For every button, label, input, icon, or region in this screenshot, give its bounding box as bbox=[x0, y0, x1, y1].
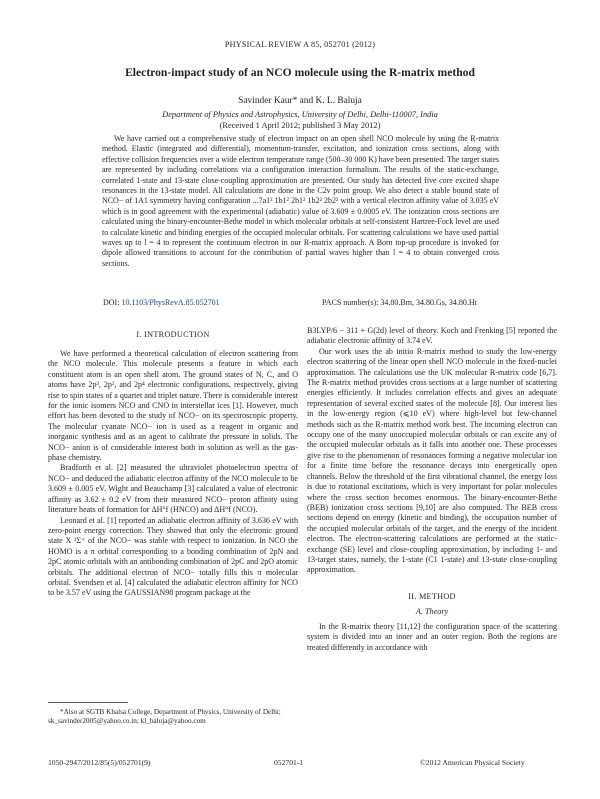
doi-label: DOI: bbox=[103, 298, 120, 307]
intro-body bbox=[48, 349, 298, 599]
authors: Savinder Kaur* and K. L. Baluja bbox=[238, 96, 362, 106]
doi-link[interactable]: 10.1103/PhysRevA.85.052701 bbox=[121, 298, 220, 307]
intro-paragraph-2: Bradforth et al. [2] measured the ultraviolet photoelectron spectra of NCO− and deduced the adiabatic electron affinity of the NCO molecule to be 3.609 ± 0.005 eV. Wight and Beauchamp [3] calculated a value of electronic affinity as 3.62 ± 0.2 eV from their measured NCO− proton affinity using literature heats of formation for ΔH°f (HNCO) and ΔH°f (NCO). bbox=[48, 463, 298, 515]
right-column bbox=[307, 326, 557, 653]
right-body bbox=[307, 326, 557, 576]
abstract bbox=[102, 134, 499, 269]
paper-title: Electron-impact study of an NCO molecule using the R-matrix method bbox=[125, 66, 475, 79]
footer-page-number: 052701-1 bbox=[274, 758, 304, 767]
footnote bbox=[48, 708, 298, 726]
abstract-text: We have carried out a comprehensive study of electron impact on an open shell NCO molecule by using the R-matrix method. Elastic (integrated and differential), momentum-transfer, excitation, and ionization cross sections, along with effective collision frequencies over a wide electron temperature range (500–30 000 K) have been presented. The target states are represented by including correlations via a configuration interaction formalism. The results of the static-exchange, correlated 1-state and 13-state close-coupling approximation are presented. Our study has detected five core excited shape resonances in the 13-state model. All calculations are done in the C2v point group. We also detect a stable bound state of NCO− of 1A1 symmetry having configuration ...7a1² 1b1² 2b1² 1b2² 2b2² with a vertical electron affinity value of 3.035 eV which is in good agreement with the experimental (adiabatic) value of 3.609 ± 0.0005 eV. The ionization cross sections are calculated using the binary-encounter-Bethe model in which molecular orbitals at self-consistent Hartree-Fock level are used to calculate kinetic and binding energies of the occupied molecular orbitals. For scattering calculations we have used partial waves up to l = 4 to represent the continuum electron in our R-matrix approach. A Born top-up procedure is invoked for dipole allowed transitions to account for the contribution of partial waves higher than l = 4 to obtain converged cross sections. bbox=[102, 134, 499, 268]
section-heading-method: II. METHOD bbox=[408, 591, 456, 601]
footnote-text: *Also at SGTB Khalsa College, Department of Physics, University of Delhi; sk_savinder2005@yahoo.co.in; kl_baluja@yahoo.com bbox=[48, 708, 281, 725]
received-dates: (Received 1 April 2012; published 3 May 2012) bbox=[219, 121, 381, 130]
pacs-numbers: PACS number(s): 34.80.Bm, 34.80.Gs, 34.80.Ht bbox=[322, 298, 477, 307]
section-heading-introduction: I. INTRODUCTION bbox=[136, 330, 210, 339]
right-paragraph-1: Our work uses the ab initio R-matrix method to study the low-energy electron scattering of the linear open shell NCO molecule in the fixed-nuclei approximation. The calculations use the UK molecular R-matrix code [6,7]. The R-matrix method provides cross sections at a large number of scattering energies efficiently. It includes correlation effects and gives an adequate representation of several excited states of the molecule [8]. Our interest lies in the low-energy region (⩽10 eV) where high-level but few-channel methods such as the R-matrix method work best. The incoming electron can occupy one of the many unoccupied molecular orbitals or can excite any of the occupied molecular orbitals as it falls into another one. These processes give rise to the phenomenon of resonances forming a negative molecular ion for a finite time before the resonance decays into energetically open channels. Below the threshold of the first vibrational channel, the energy loss is due to rotational excitations, which is very important for polar molecules where the cross section becomes enormous. The binary-encounter-Bethe (BEB) ionization cross sections [9,10] are also computed. The BEB cross sections depend on energy (kinetic and binding), the occupation number of the occupied molecular orbitals of the target, and the energy of the incident electron. The electron-scattering calculations are performed at the static-exchange (SE) level and close-coupling approximation, by including 1- and 13-target states, namely, the 1-state (C1 1-state) and 13-state close-coupling approximation. bbox=[307, 346, 557, 575]
theory-paragraph-1: In the R-matrix theory [11,12] the configuration space of the scattering system is divided into an inner and an outer region. Both the regions are treated differently in accordance with bbox=[307, 621, 557, 652]
affiliation: Department of Physics and Astrophysics, University of Delhi, Delhi-110007, India bbox=[162, 110, 438, 119]
subsection-heading-theory: A. Theory bbox=[415, 606, 449, 616]
right-paragraph-0: B3LYP/6 − 311 + G(2d) level of theory. Koch and Frenking [5] reported the adiabatic electronic affinity of 3.74 eV. bbox=[307, 326, 557, 346]
left-column bbox=[48, 330, 298, 599]
footnote-rule bbox=[48, 702, 128, 703]
footer-copyright: ©2012 American Physical Society bbox=[420, 758, 525, 767]
footer-issn: 1050-2947/2012/85(5)/052701(9) bbox=[48, 758, 151, 767]
running-head: PHYSICAL REVIEW A 85, 052701 (2012) bbox=[224, 40, 376, 49]
theory-body bbox=[307, 622, 557, 653]
intro-paragraph-3: Leonard et al. [1] reported an adiabatic electron affinity of 3.636 eV with zero-point energy correction. They showed that only the electronic ground state X ¹Σ⁺ of the NCO− was stable with respect to ionization. In NCO the HOMO is a π orbital corresponding to a bonding combination of 2pN and 2pC atomic orbitals with an antibonding combination of 2pC and 2pO atomic orbitals. The additional electron of NCO− totally fills this π molecular orbital. Svendsen et al. [4] calculated the adiabatic electron affinity for NCO to be 3.57 eV using the GAUSSIAN98 program package at the bbox=[48, 515, 298, 598]
doi-line bbox=[103, 298, 220, 307]
intro-paragraph-1: We have performed a theoretical calculation of electron scattering from the NCO molecule. This molecule presents a feature in which each constituent atom is an open shell atom. The ground states of N, C, and O atoms have 2p³, 2p², and 2p⁴ electronic configurations, respectively, giving rise to spin states of a quartet and triplet nature. There is considerable interest for the ionic isomers NCO and CNO in interstellar ices [1]. However, much effort has been devoted to the study of NCO− on its spectroscopic property. The molecular cyanate NCO− ion is used as a reagent in organic and inorganic synthesis and as an agent to calibrate the pressure in solids. The NCO− anion is of considerable interest both in solution as well as the gas-phase chemistry. bbox=[48, 349, 298, 463]
